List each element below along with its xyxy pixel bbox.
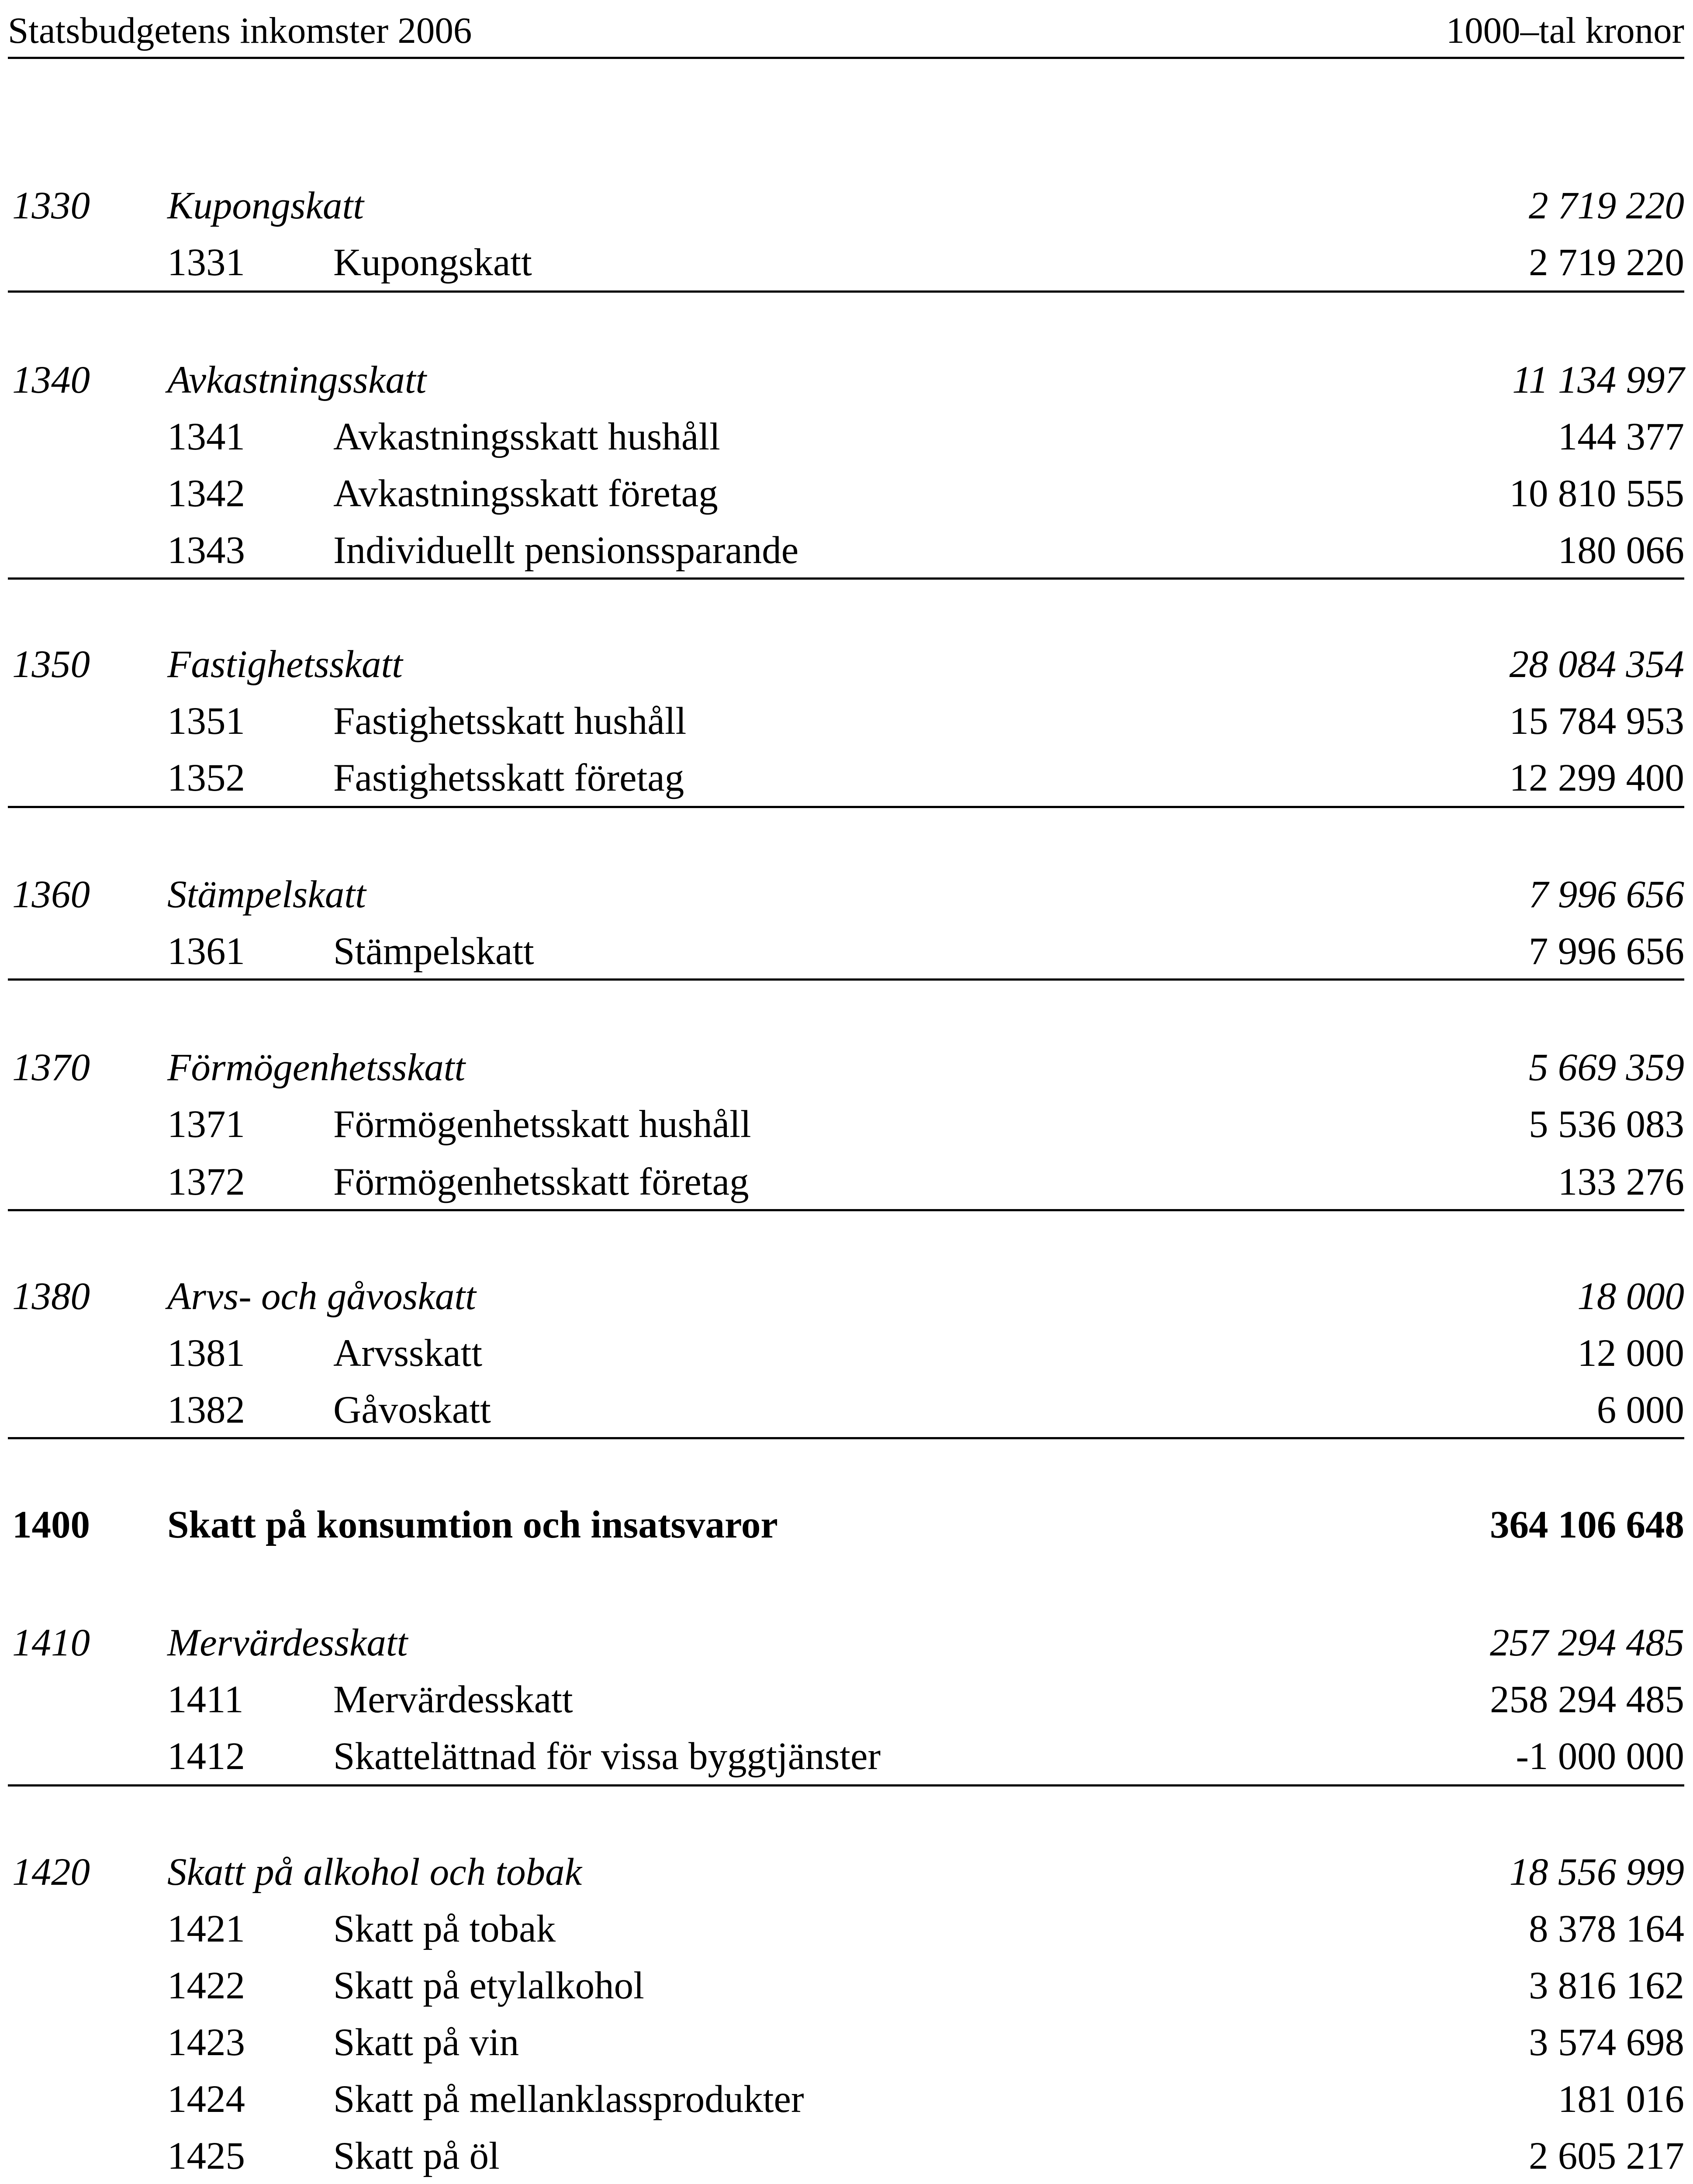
- main-heading-row: [8, 1496, 1684, 1554]
- item-code: 1381: [167, 1332, 245, 1375]
- item-row: [8, 1153, 1684, 1211]
- item-label: Skatt på tobak: [333, 1908, 556, 1950]
- group-amount: 18 556 999: [1509, 1851, 1684, 1894]
- group-amount: 11 134 997: [1512, 359, 1684, 401]
- item-code: 1331: [167, 241, 245, 284]
- item-amount: 133 276: [1558, 1161, 1684, 1203]
- item-code: 1421: [167, 1908, 245, 1950]
- item-code: 1411: [167, 1678, 244, 1721]
- item-code: 1343: [167, 529, 245, 572]
- section-divider: [8, 806, 1684, 808]
- item-code: 1371: [167, 1103, 245, 1146]
- item-amount: 181 016: [1558, 2078, 1684, 2121]
- section-divider: [8, 1437, 1684, 1439]
- item-amount: 3 574 698: [1529, 2021, 1684, 2064]
- item-amount: 10 810 555: [1509, 472, 1684, 515]
- group-row: [8, 1268, 1684, 1325]
- section-divider: [8, 978, 1684, 981]
- group-amount: 5 669 359: [1529, 1046, 1684, 1089]
- item-row: [8, 234, 1684, 291]
- section-divider: [8, 577, 1684, 580]
- group-amount: 257 294 485: [1490, 1621, 1684, 1664]
- item-amount: 3 816 162: [1529, 1964, 1684, 2007]
- item-label: Avkastningsskatt företag: [333, 472, 718, 515]
- item-row: [8, 465, 1684, 522]
- item-amount: 2 605 217: [1529, 2135, 1684, 2177]
- group-code: 1410: [12, 1621, 90, 1664]
- main-heading-code: 1400: [12, 1503, 90, 1546]
- item-code: 1423: [167, 2021, 245, 2064]
- item-amount: 180 066: [1558, 529, 1684, 572]
- item-amount: 12 299 400: [1509, 757, 1684, 799]
- item-row: [8, 923, 1684, 980]
- group-label: Fastighetsskatt: [167, 643, 403, 686]
- item-row: [8, 2014, 1684, 2071]
- group-row: [8, 1039, 1684, 1096]
- item-amount: 12 000: [1577, 1332, 1684, 1375]
- group-code: 1360: [12, 873, 90, 916]
- item-label: Skatt på öl: [333, 2135, 500, 2177]
- item-code: 1372: [167, 1161, 245, 1203]
- group-code: 1420: [12, 1851, 90, 1894]
- group-label: Kupongskatt: [167, 184, 364, 227]
- group-label: Avkastningsskatt: [167, 359, 427, 401]
- item-label: Stämpelskatt: [333, 930, 534, 973]
- group-label: Skatt på alkohol och tobak: [167, 1851, 582, 1894]
- item-code: 1361: [167, 930, 245, 973]
- group-code: 1380: [12, 1275, 90, 1318]
- main-heading-label: Skatt på konsumtion och insatsvaror: [167, 1503, 778, 1546]
- item-amount: 15 784 953: [1509, 700, 1684, 743]
- item-label: Skatt på etylalkohol: [333, 1964, 644, 2007]
- item-amount: 2 719 220: [1529, 241, 1684, 284]
- item-amount: 6 000: [1596, 1389, 1684, 1431]
- item-code: 1341: [167, 415, 245, 458]
- item-label: Skattelättnad för vissa byggtjänster: [333, 1735, 881, 1778]
- item-label: Fastighetsskatt företag: [333, 757, 684, 799]
- item-amount: 5 536 083: [1529, 1103, 1684, 1146]
- item-amount: 258 294 485: [1490, 1678, 1684, 1721]
- item-code: 1351: [167, 700, 245, 743]
- item-label: Fastighetsskatt hushåll: [333, 700, 687, 743]
- item-label: Gåvoskatt: [333, 1389, 491, 1431]
- group-row: [8, 351, 1684, 409]
- item-row: [8, 1095, 1684, 1153]
- group-label: Förmögenhetsskatt: [167, 1046, 466, 1089]
- item-row: [8, 1671, 1684, 1728]
- group-amount: 18 000: [1577, 1275, 1684, 1318]
- item-label: Förmögenhetsskatt företag: [333, 1161, 749, 1203]
- item-code: 1412: [167, 1735, 245, 1778]
- item-label: Individuellt pensionssparande: [333, 529, 799, 572]
- group-label: Arvs- och gåvoskatt: [167, 1275, 476, 1318]
- item-code: 1424: [167, 2078, 245, 2121]
- item-amount: -1 000 000: [1516, 1735, 1684, 1778]
- page-title: Statsbudgetens inkomster 2006: [8, 10, 472, 51]
- item-row: [8, 408, 1684, 466]
- item-label: Arvsskatt: [333, 1332, 483, 1375]
- group-row: [8, 1843, 1684, 1901]
- section-divider: [8, 1209, 1684, 1211]
- item-label: Avkastningsskatt hushåll: [333, 415, 720, 458]
- section-divider: [8, 1784, 1684, 1787]
- item-label: Skatt på vin: [333, 2021, 519, 2064]
- item-code: 1422: [167, 1964, 245, 2007]
- item-row: [8, 1381, 1684, 1439]
- item-code: 1425: [167, 2135, 245, 2177]
- group-row: [8, 1614, 1684, 1672]
- group-amount: 7 996 656: [1529, 873, 1684, 916]
- section-divider: [8, 290, 1684, 293]
- group-code: 1370: [12, 1046, 90, 1089]
- item-amount: 7 996 656: [1529, 930, 1684, 973]
- item-label: Förmögenhetsskatt hushåll: [333, 1103, 751, 1146]
- group-row: [8, 636, 1684, 693]
- group-label: Stämpelskatt: [167, 873, 366, 916]
- item-row: [8, 1957, 1684, 2015]
- item-row: [8, 1324, 1684, 1382]
- item-amount: 8 378 164: [1529, 1908, 1684, 1950]
- item-row: [8, 692, 1684, 750]
- group-label: Mervärdesskatt: [167, 1621, 408, 1664]
- item-row: [8, 2127, 1684, 2184]
- group-amount: 28 084 354: [1509, 643, 1684, 686]
- item-label: Skatt på mellanklassprodukter: [333, 2078, 804, 2121]
- group-row: [8, 866, 1684, 923]
- item-code: 1352: [167, 757, 245, 799]
- item-row: [8, 749, 1684, 807]
- group-code: 1340: [12, 359, 90, 401]
- item-row: [8, 1900, 1684, 1958]
- item-row: [8, 522, 1684, 579]
- item-code: 1382: [167, 1389, 245, 1431]
- item-amount: 144 377: [1558, 415, 1684, 458]
- main-heading-amount: 364 106 648: [1490, 1503, 1684, 1546]
- item-code: 1342: [167, 472, 245, 515]
- group-row: [8, 177, 1684, 235]
- item-row: [8, 1728, 1684, 1785]
- item-label: Kupongskatt: [333, 241, 532, 284]
- group-amount: 2 719 220: [1529, 184, 1684, 227]
- page-header: [8, 4, 1684, 59]
- item-row: [8, 2070, 1684, 2128]
- unit-label: 1000–tal kronor: [1446, 10, 1684, 51]
- group-code: 1350: [12, 643, 90, 686]
- item-label: Mervärdesskatt: [333, 1678, 573, 1721]
- group-code: 1330: [12, 184, 90, 227]
